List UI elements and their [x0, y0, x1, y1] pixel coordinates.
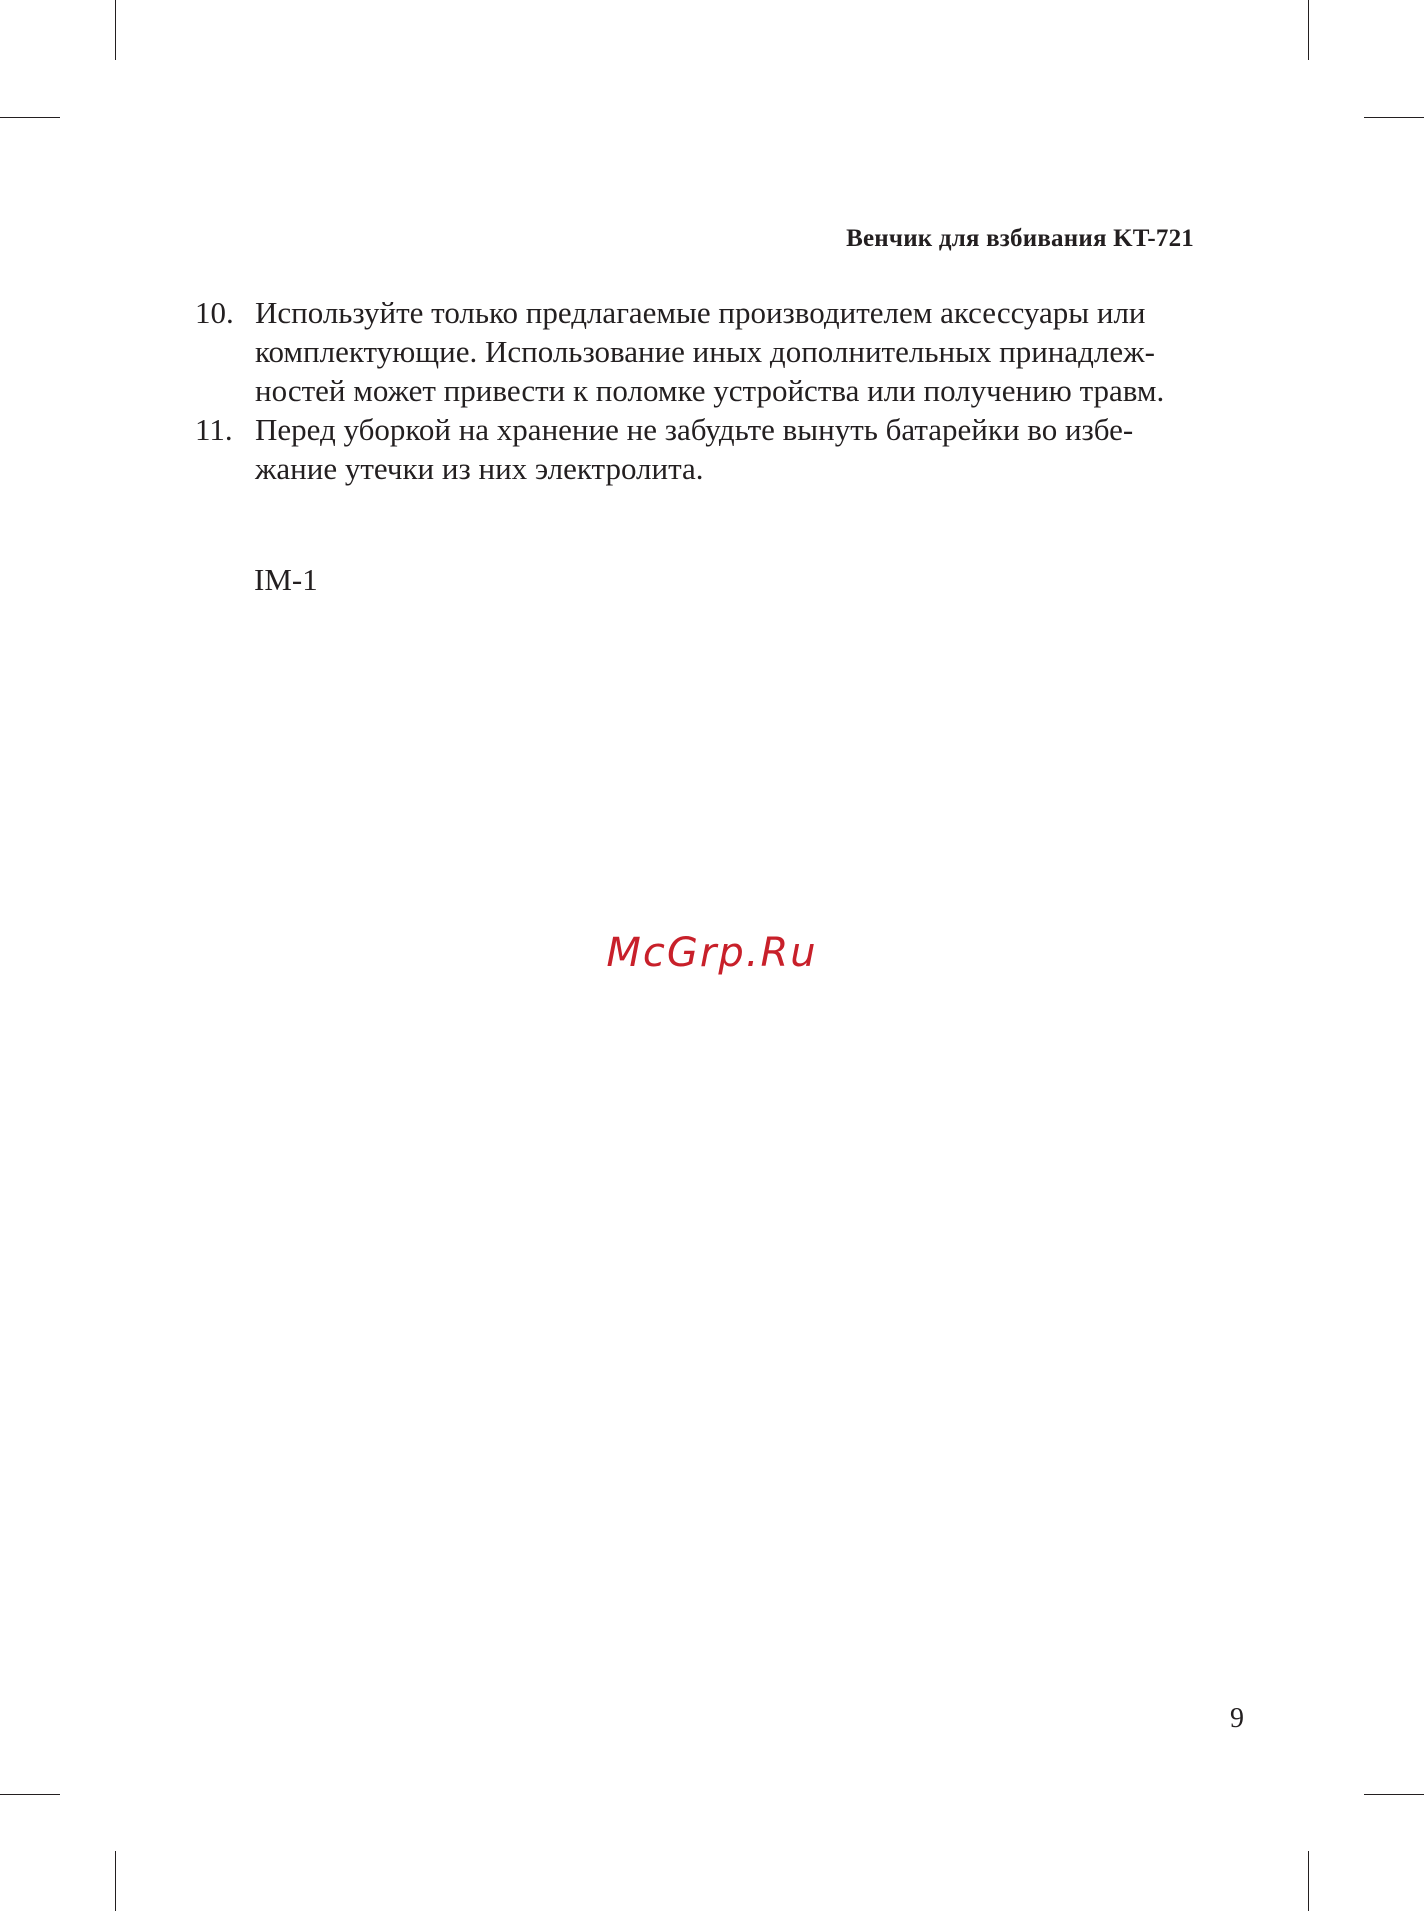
instruction-number: 10. — [195, 295, 234, 330]
instruction-line: ностей может привести к поломке устройства или получению травм. — [255, 373, 1165, 408]
crop-mark-top-right-vertical — [1308, 0, 1309, 60]
watermark: McGrp.Ru — [606, 930, 818, 976]
crop-mark-top-right-horizontal — [1364, 117, 1424, 118]
instruction-item — [195, 410, 1195, 488]
page-number: 9 — [1230, 1703, 1244, 1734]
crop-mark-bottom-right-vertical — [1308, 1851, 1309, 1911]
document-code: IM-1 — [254, 562, 318, 597]
crop-mark-top-left-vertical — [115, 0, 116, 60]
instruction-line: жание утечки из них электролита. — [255, 451, 704, 486]
instruction-text — [255, 410, 1195, 488]
crop-mark-top-left-horizontal — [0, 117, 60, 118]
instruction-line: комплектующие. Использование иных дополнительных принадлеж- — [255, 334, 1155, 369]
instruction-line: Используйте только предлагаемые производителем аксессуары или — [255, 295, 1146, 330]
crop-mark-bottom-left-horizontal — [0, 1794, 60, 1795]
instruction-list — [195, 293, 1195, 488]
instruction-number: 11. — [195, 412, 233, 447]
instruction-text — [255, 293, 1195, 410]
crop-mark-bottom-right-horizontal — [1364, 1794, 1424, 1795]
running-header: Венчик для взбивания KT-721 — [846, 225, 1194, 252]
instruction-line: Перед уборкой на хранение не забудьте вынуть батарейки во избе- — [255, 412, 1134, 447]
crop-mark-bottom-left-vertical — [115, 1851, 116, 1911]
instruction-item — [195, 293, 1195, 410]
